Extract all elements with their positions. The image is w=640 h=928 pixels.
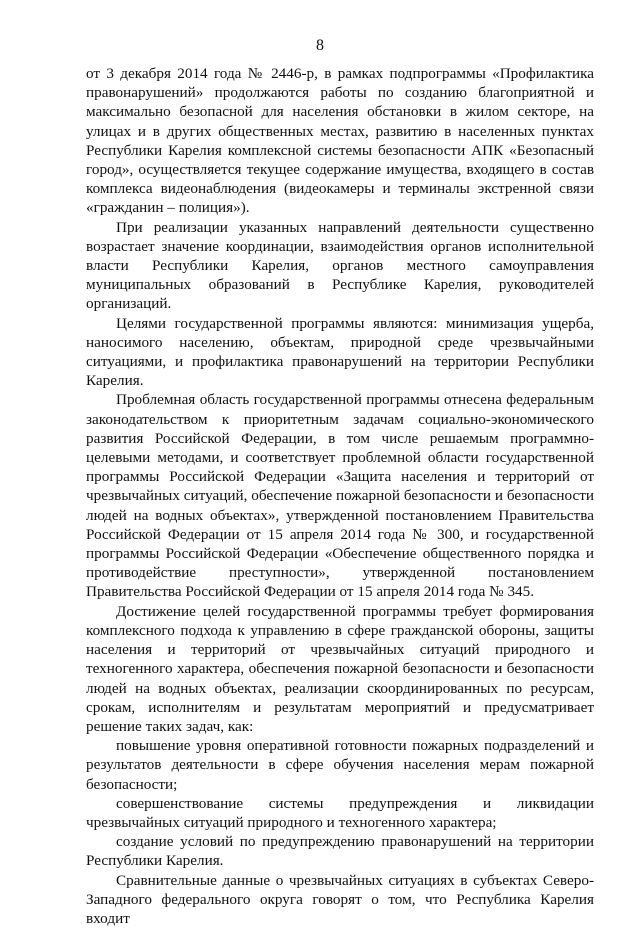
paragraph-comparative-data: Сравнительные данные о чрезвычайных ситуациях в субъектах Северо-Западного федерального округа говорят о том, что Республика Карелия входит xyxy=(86,871,594,927)
paragraph-problem-area: Проблемная область государственной программы отнесена федеральным законодательством к приоритетным задачам социально-экономического развития Российской Федерации, в том числе решаемым программно-целевыми методами, и соответствует проблемной области государственной программы Российской Федерации «Защита населения и территорий от чрезвычайных ситуаций, обеспечение пожарной безопасности и безопасности людей на водных объектах», утвержденной постановлением Правительства Российской Федерации от 15 апреля 2014 года № 300, и государственной программы Российской Федерации «Обеспечение общественного порядка и противодействие преступности», утвержденной постановлением Правительства Российской Федерации от 15 апреля 2014 года № 345. xyxy=(86,391,594,601)
list-item-fire-readiness: повышение уровня оперативной готовности пожарных подразделений и результатов деятельности в сфере обучения населения мерам пожарной безопасности; xyxy=(86,737,594,793)
list-item-emergency-prevention: совершенствование системы предупреждения и ликвидации чрезвычайных ситуаций природного и техногенного характера; xyxy=(86,794,594,831)
document-body xyxy=(86,64,594,928)
page-number: 8 xyxy=(316,37,324,54)
paragraph-program-goals: Целями государственной программы являются: минимизация ущерба, наносимого населению, объектам, природной среде чрезвычайными ситуациями, и профилактика правонарушений на территории Республики Карелия. xyxy=(86,314,594,390)
paragraph-continuation: от 3 декабря 2014 года № 2446-р, в рамках подпрограммы «Профилактика правонарушений» продолжаются работы по созданию благоприятной и максимально безопасной для населения обстановки в жилом секторе, на улицах и в других общественных местах, развитию в населенных пунктах Республики Карелия комплексной системы безопасности АПК «Безопасный город», осуществляется текущее содержание имущества, входящего в состав комплекса видеонаблюдения (видеокамеры и терминалы экстренной связи «гражданин – полиция»). xyxy=(86,65,594,217)
paragraph-coordination: При реализации указанных направлений деятельности существенно возрастает значение координации, взаимодействия органов исполнительной власти Республики Карелия, органов местного самоуправления муниципальных образований в Республике Карелия, руководителей организаций. xyxy=(86,218,594,313)
list-item-crime-prevention: создание условий по предупреждению правонарушений на территории Республики Карелия. xyxy=(86,833,594,870)
paragraph-comprehensive-approach: Достижение целей государственной программы требует формирования комплексного подхода к управлению в сфере гражданской обороны, защиты населения и территорий от чрезвычайных ситуаций природного и техногенного характера, обеспечения пожарной безопасности и безопасности людей на водных объектах, реализации скоординированных по ресурсам, срокам, исполнителям и результатам мероприятий и предусматривает решение таких задач, как: xyxy=(86,602,594,735)
